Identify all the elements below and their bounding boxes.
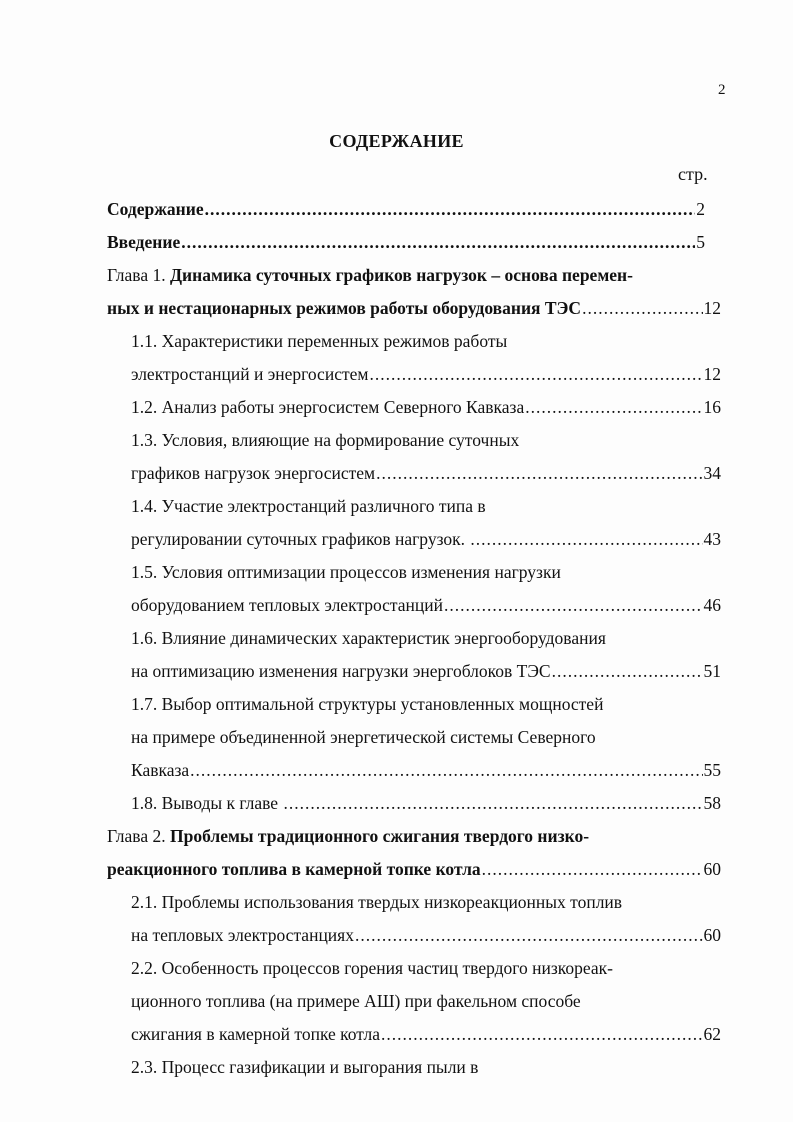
- toc-entry-page: 46: [703, 595, 721, 615]
- leader-dots: [582, 296, 702, 320]
- toc-entry-page: 58: [703, 793, 721, 813]
- toc-entry-2-2-cont: [131, 989, 581, 1013]
- leader-dots: [381, 1022, 703, 1046]
- toc-entry-text: 1.8. Выводы к главе: [131, 793, 283, 813]
- toc-entry-1-8: [131, 791, 721, 815]
- leader-dots: [181, 230, 695, 254]
- toc-entry-text: 2.1. Проблемы использования твердых низкореакционных топлив: [131, 892, 623, 912]
- toc-entry-page: 60: [703, 925, 721, 945]
- toc-entry-text: Кавказа: [131, 760, 190, 780]
- leader-dots: [205, 197, 696, 221]
- leader-dots: [525, 395, 702, 419]
- toc-entry-page: 34: [703, 463, 721, 483]
- toc-entry-text: на тепловых электростанциях: [131, 925, 354, 945]
- toc-entry-text: 2.2. Особенность процессов горения частиц твердого низкореак-: [131, 958, 613, 978]
- toc-entry-text: 1.1. Характеристики переменных режимов работы: [131, 331, 508, 351]
- toc-entry-1-5-cont: [131, 593, 721, 617]
- toc-entry-text: ционного топлива (на примере АШ) при факельном способе: [131, 991, 581, 1011]
- toc-entry-text: 1.2. Анализ работы энергосистем Северного Кавказа: [131, 397, 525, 417]
- toc-entry-text: 1.5. Условия оптимизации процессов изменения нагрузки: [131, 562, 561, 582]
- toc-entry-page: 12: [703, 298, 721, 318]
- toc-entry-text: сжигания в камерной топке котла: [131, 1024, 380, 1044]
- toc-entry-text: на оптимизацию изменения нагрузки энергоблоков ТЭС: [131, 661, 551, 681]
- toc-entry-page: 2: [696, 199, 705, 219]
- toc-entry-text: электростанций и энергосистем: [131, 364, 369, 384]
- toc-entry-1-5: [131, 560, 561, 584]
- toc-entry-text: реакционного топлива в камерной топке котла: [107, 859, 481, 879]
- toc-entry-text: 1.3. Условия, влияющие на формирование суточных: [131, 430, 520, 450]
- leader-dots: [190, 758, 702, 782]
- toc-entry-text: 1.6. Влияние динамических характеристик энергооборудования: [131, 628, 606, 648]
- toc-chapter-2-heading-cont: [107, 857, 721, 881]
- leader-dots: [470, 527, 702, 551]
- toc-entry-1-2: [131, 395, 721, 419]
- toc-entry-2-1: [131, 890, 622, 914]
- leader-dots: [283, 791, 702, 815]
- toc-entry-page: 12: [703, 364, 721, 384]
- toc-entry-text: графиков нагрузок энергосистем: [131, 463, 376, 483]
- toc-entry-text: 1.4. Участие электростанций различного типа в: [131, 496, 486, 516]
- toc-entry-text: на примере объединенной энергетической системы Северного: [131, 727, 596, 747]
- toc-chapter-1-heading-cont: [107, 296, 721, 320]
- leader-dots: [355, 923, 703, 947]
- toc-entry-text: оборудованием тепловых электростанций: [131, 595, 444, 615]
- toc-entry-1-6: [131, 626, 606, 650]
- toc-entry-1-6-cont: [131, 659, 721, 683]
- toc-entry-page: 16: [703, 397, 721, 417]
- leader-dots: [444, 593, 702, 617]
- leader-dots: [376, 461, 702, 485]
- toc-entry-2-3: [131, 1055, 478, 1079]
- toc-entry-text: ных и нестационарных режимов работы оборудования ТЭС: [107, 298, 582, 318]
- toc-entry-2-1-cont: [131, 923, 721, 947]
- chapter-prefix: Глава 1.: [107, 265, 170, 285]
- toc-entry-1-1-cont: [131, 362, 721, 386]
- toc-entry-page: 51: [703, 661, 721, 681]
- toc-entry-1-3-cont: [131, 461, 721, 485]
- toc-entry-page: 5: [696, 232, 705, 252]
- toc-chapter-2-heading: [107, 824, 589, 848]
- leader-dots: [369, 362, 702, 386]
- toc-entry-1-7-cont: [131, 725, 596, 749]
- toc-entry-2-2-cont2: [131, 1022, 721, 1046]
- chapter-title: Проблемы традиционного сжигания твердого низко-: [169, 826, 590, 846]
- leader-dots: [482, 857, 703, 881]
- toc-entry-1-4: [131, 494, 486, 518]
- chapter-prefix: Глава 2.: [107, 826, 170, 846]
- toc-entry-text: 1.7. Выбор оптимальной структуры установленных мощностей: [131, 694, 604, 714]
- toc-entry-text: 2.3. Процесс газификации и выгорания пыли в: [131, 1057, 479, 1077]
- toc-entry-page: 43: [703, 529, 721, 549]
- toc-entry-contents: [107, 197, 705, 221]
- toc-entry-1-1: [131, 329, 507, 353]
- toc-entry-1-4-cont: [131, 527, 721, 551]
- leader-dots: [552, 659, 703, 683]
- toc-entry-page: 60: [703, 859, 721, 879]
- page-number: 2: [718, 82, 726, 98]
- toc-entry-page: 55: [703, 760, 721, 780]
- toc-entry-introduction: [107, 230, 705, 254]
- toc-entry-page: 62: [703, 1024, 721, 1044]
- toc-entry-2-2: [131, 956, 613, 980]
- chapter-title: Динамика суточных графиков нагрузок – основа перемен-: [169, 265, 633, 285]
- page-title: СОДЕРЖАНИЕ: [329, 131, 464, 151]
- toc-entry-1-7-cont2: [131, 758, 721, 782]
- toc-entry-text: регулировании суточных графиков нагрузок.: [131, 529, 470, 549]
- page-column-label: стр.: [678, 164, 708, 184]
- toc-entry-text: Содержание: [107, 199, 204, 219]
- toc-chapter-1-heading: [107, 263, 633, 287]
- toc-entry-text: Введение: [107, 232, 181, 252]
- toc-entry-1-7: [131, 692, 603, 716]
- toc-entry-1-3: [131, 428, 519, 452]
